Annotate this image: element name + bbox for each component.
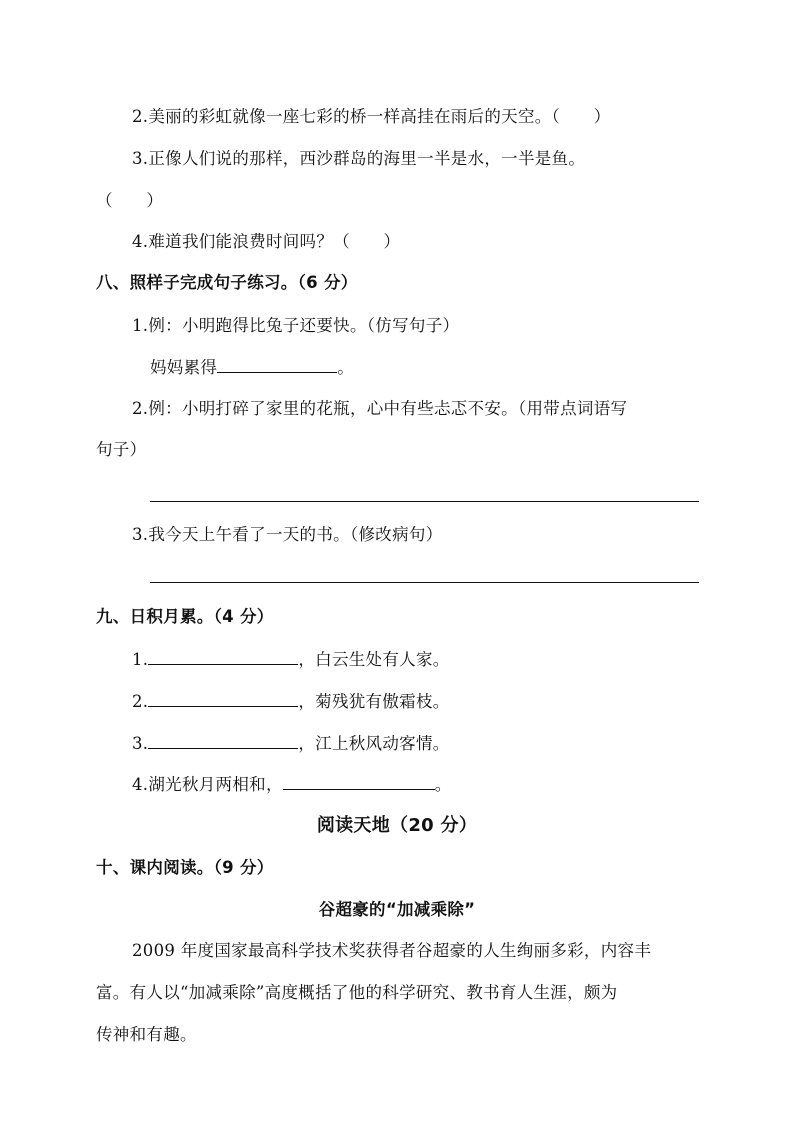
question-9-1 <box>132 648 450 671</box>
question-number: 2. <box>132 692 149 711</box>
poem-line: ，白云生处有人家。 <box>298 650 450 669</box>
passage-title: 谷超豪的“加减乘除” <box>318 900 476 919</box>
poem-line: ，江上秋风动客情。 <box>298 734 450 753</box>
poem-line: ，菊残犹有傲霜枝。 <box>298 692 450 711</box>
section-9-heading: 九、日积月累。（4 分） <box>96 607 274 626</box>
answer-blank[interactable] <box>217 356 337 373</box>
passage-line: 2009 年度国家最高科学技术奖获得者谷超豪的人生绚丽多彩，内容丰 <box>132 941 652 960</box>
question-8-2-line1: 2.例：小明打碎了家里的花瓶，心中有些忐忑不安。（用带点词语写 <box>132 399 628 418</box>
answer-blank[interactable] <box>148 690 298 707</box>
question-number: 1. <box>132 650 149 669</box>
question-8-1: 1.例：小明跑得比兔子还要快。（仿写句子） <box>132 316 460 335</box>
question-7-3-paren: （ ） <box>96 191 164 210</box>
question-8-3: 3.我今天上午看了一天的书。（修改病句） <box>132 525 443 544</box>
section-8-heading: 八、照样子完成句子练习。（6 分） <box>96 273 358 292</box>
answer-line[interactable] <box>150 501 699 502</box>
answer-blank[interactable] <box>148 648 298 665</box>
question-9-4 <box>132 773 452 796</box>
reading-section-title: 阅读天地（20 分） <box>316 815 478 836</box>
question-9-2 <box>132 690 450 713</box>
question-7-3-line <box>132 148 698 170</box>
question-8-2-line2: 句子） <box>96 440 147 459</box>
answer-line[interactable] <box>150 582 699 583</box>
poem-line: 4.湖光秋月两相和， <box>132 775 283 794</box>
answer-blank[interactable] <box>148 732 298 749</box>
passage-line: 富。有人以“加减乘除”高度概括了他的科学研究、教书育人生涯，颇为 <box>96 983 618 1002</box>
question-8-1-suffix: 。 <box>337 358 355 377</box>
question-number: 3. <box>132 734 149 753</box>
question-8-1-prefix: 妈妈累得 <box>150 358 218 377</box>
question-9-3 <box>132 732 450 755</box>
answer-blank[interactable] <box>283 773 435 790</box>
question-7-4: 4.难道我们能浪费时间吗？（ ） <box>132 232 401 251</box>
question-7-2: 2.美丽的彩虹就像一座七彩的桥一样高挂在雨后的天空。（ ） <box>132 107 611 126</box>
passage-line: 传神和有趣。 <box>96 1025 197 1044</box>
poem-suffix: 。 <box>434 775 452 794</box>
question-7-3-text: 3.正像人们说的那样，西沙群岛的海里一半是水，一半是鱼。 <box>132 149 586 168</box>
question-8-1-answer <box>150 356 354 379</box>
question-7-3 <box>132 148 698 170</box>
section-10-heading: 十、课内阅读。（9 分） <box>96 858 274 877</box>
